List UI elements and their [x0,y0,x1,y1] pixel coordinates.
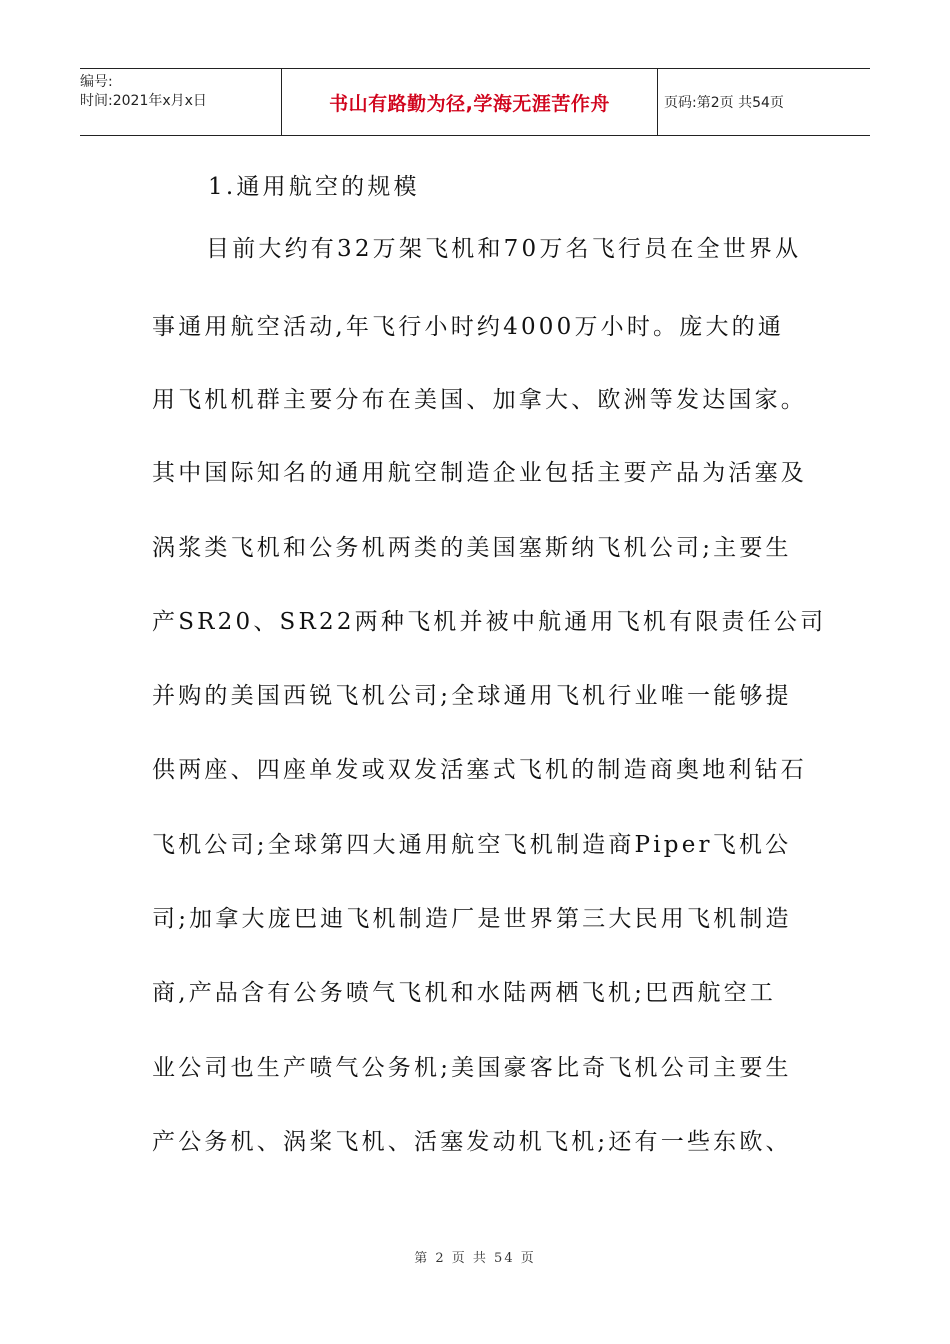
body-line: 事通用航空活动,年飞行小时约4000万小时。庞大的通 [152,314,785,340]
body-line: 并购的美国西锐飞机公司;全球通用飞机行业唯一能够提 [152,683,792,709]
section-title: 1.通用航空的规模 [208,174,420,200]
body-line: 其中国际知名的通用航空制造企业包括主要产品为活塞及 [152,460,807,486]
body-line: 用飞机机群主要分布在美国、加拿大、欧洲等发达国家。 [152,387,807,413]
header-motto: 书山有路勤为径,学海无涯苦作舟 [282,69,658,135]
document-number: 编号: [80,74,113,90]
body-line: 涡浆类飞机和公务机两类的美国塞斯纳飞机公司;主要生 [152,535,792,561]
header-page-info [658,69,870,135]
body-line: 供两座、四座单发或双发活塞式飞机的制造商奥地利钻石 [152,757,807,783]
page-header [80,68,870,136]
body-line: 业公司也生产喷气公务机;美国豪客比奇飞机公司主要生 [152,1055,792,1081]
body-line: 飞机公司;全球第四大通用航空飞机制造商Piper飞机公 [152,832,792,858]
body-line: 产SR20、SR22两种飞机并被中航通用飞机有限责任公司 [152,609,827,635]
page-footer: 第 2 页 共 54 页 [414,1251,536,1266]
body-line: 目前大约有32万架飞机和70万名飞行员在全世界从 [206,236,802,262]
document-date: 时间:2021年x月x日 [80,93,207,109]
body-line: 产公务机、涡桨飞机、活塞发动机飞机;还有一些东欧、 [152,1129,792,1155]
header-page-text: 页码:第2页 共54页 [664,95,784,111]
header-meta [80,69,282,135]
body-line: 商,产品含有公务喷气飞机和水陆两栖飞机;巴西航空工 [152,980,777,1006]
body-line: 司;加拿大庞巴迪飞机制造厂是世界第三大民用飞机制造 [152,906,792,932]
